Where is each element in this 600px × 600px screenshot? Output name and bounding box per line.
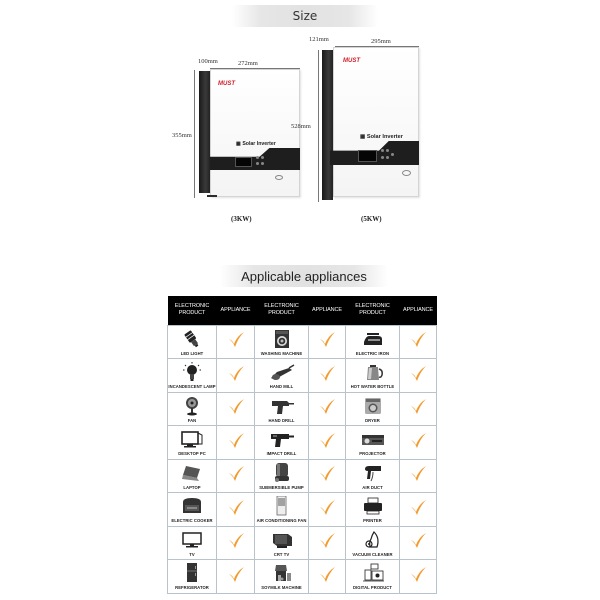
checkmark-icon [408,531,428,549]
dryer-icon [358,396,388,416]
appliances-heading: Applicable appliances [241,268,367,284]
panel-button [261,162,264,165]
appliance-check-cell [400,426,437,460]
juicer-icon [267,563,297,583]
led-bulb-icon [177,329,207,349]
checkmark-icon [408,464,428,482]
appliance-check-cell [217,325,255,359]
checkmark-icon [408,397,428,415]
certification-badge-icon [402,170,411,176]
header-appliance: APPLIANCE [400,296,437,325]
appliance-check-cell [400,493,437,527]
panel-button [386,156,389,159]
iron-icon [358,329,388,349]
table-row [168,560,437,594]
product-cell [346,526,400,560]
monitor-icon [177,429,207,449]
appliance-check-cell [309,526,346,560]
header-appliance: APPLIANCE [217,296,255,325]
vacuum-icon [358,530,388,550]
checkmark-icon [226,431,246,449]
model-caption-3kw: (3KW) [231,215,252,223]
table-header-row [168,296,437,325]
checkmark-icon [408,565,428,583]
product-cell [168,560,217,594]
fan-icon [177,396,207,416]
fridge-icon [177,563,207,583]
product-label: WASHING MACHINE [260,350,303,356]
product-cell [168,325,217,359]
product-cell [168,459,217,493]
appliance-check-cell [217,359,255,393]
appliance-check-cell [217,426,255,460]
checkmark-icon [408,330,428,348]
panel-button [256,162,259,165]
devices-icon [358,563,388,583]
header-electronic-product: ELECTRONIC PRODUCT [255,296,309,325]
checkmark-icon [408,431,428,449]
appliances-table [167,296,436,594]
pump-icon [267,463,297,483]
appliance-check-cell [217,526,255,560]
product-label-3kw: ▦ Solar Inverter [236,141,276,147]
checkmark-icon [226,330,246,348]
lightbulb-icon [177,362,207,382]
panel-button [386,149,389,152]
checkmark-icon [226,464,246,482]
table-row [168,459,437,493]
product-label: REFRIGERATOR [175,585,209,591]
product-cell [255,526,309,560]
appliance-check-cell [309,359,346,393]
height-dimension-line-3kw [194,70,195,198]
product-cell [255,560,309,594]
product-label: PROJECTOR [359,451,386,457]
appliance-check-cell [217,392,255,426]
panel-button [381,156,384,159]
appliance-check-cell [400,392,437,426]
product-label: VACUUM CLEANER [352,551,393,557]
appliance-check-cell [309,459,346,493]
product-label: AIR CONDITIONING FAN [256,518,307,524]
product-cell [255,459,309,493]
product-label: LAPTOP [183,484,201,490]
appliance-check-cell [309,493,346,527]
product-cell [168,359,217,393]
product-cell [168,493,217,527]
appliance-check-cell [400,359,437,393]
product-label: SUBMERSIBLE PUMP [259,484,304,490]
product-cell [168,426,217,460]
lcd-screen-3kw [235,157,252,167]
product-label: INCANDESCENT LAMP [168,384,216,390]
appliance-check-cell [400,560,437,594]
tv-icon [177,530,207,550]
product-cell [346,325,400,359]
checkmark-icon [226,498,246,516]
crt-tv-icon [267,530,297,550]
appliance-check-cell [217,459,255,493]
product-cell [255,392,309,426]
product-label: DESKTOP PC [178,451,206,457]
projector-icon [358,429,388,449]
laptop-icon [177,463,207,483]
product-label: HOT WATER BOTTLE [350,384,395,390]
product-label: PRINTER [363,518,382,524]
size-heading-banner [232,5,378,27]
brand-logo-5kw: MUST [343,58,360,64]
height-dimension-5kw: 528mm [291,123,311,130]
appliance-check-cell [400,526,437,560]
inverter-heatsink-3kw [199,71,210,193]
product-cell [168,526,217,560]
product-label: IMPACT DRILL [266,451,297,457]
product-label: TV [189,551,195,557]
product-label: DRYER [365,417,380,423]
checkmark-icon [317,330,337,348]
appliance-check-cell [309,392,346,426]
table-row [168,526,437,560]
washing-machine-icon [267,329,297,349]
product-label: HAND MILL [269,384,294,390]
product-label: LED LIGHT [180,350,204,356]
table-row [168,392,437,426]
checkmark-icon [317,531,337,549]
product-label-5kw: ▦ Solar Inverter [360,134,403,140]
panel-button [261,156,264,159]
product-cell [255,493,309,527]
depth-dimension-3kw: 100mm [198,58,218,65]
cooker-icon [177,496,207,516]
panel-button [256,156,259,159]
product-label: HAND DRILL [268,417,295,423]
checkmark-icon [317,364,337,382]
brand-logo-3kw: MUST [218,81,235,87]
drill-icon [267,396,297,416]
table-row [168,493,437,527]
product-label: AIR DUCT [362,484,383,490]
appliances-heading-banner [220,265,388,287]
appliance-check-cell [217,493,255,527]
checkmark-icon [408,498,428,516]
checkmark-icon [317,464,337,482]
checkmark-icon [408,364,428,382]
product-label: FAN [187,417,197,423]
printer-icon [358,496,388,516]
hair-dryer-icon [358,463,388,483]
checkmark-icon [317,498,337,516]
header-electronic-product: ELECTRONIC PRODUCT [346,296,400,325]
width-dimension-3kw: 272mm [238,60,258,67]
kettle-icon [358,362,388,382]
inverter-heatsink-5kw [322,50,333,200]
product-cell [346,459,400,493]
table-body [168,325,437,593]
product-label: CRT TV [273,551,290,557]
checkmark-icon [226,565,246,583]
header-electronic-product: ELECTRONIC PRODUCT [168,296,217,325]
checkmark-icon [226,397,246,415]
product-cell [168,392,217,426]
checkmark-icon [226,531,246,549]
product-cell [346,359,400,393]
size-heading: Size [292,9,318,23]
table-row [168,359,437,393]
checkmark-icon [317,397,337,415]
inverter-body-3kw [210,69,300,197]
appliance-check-cell [309,426,346,460]
product-cell [346,493,400,527]
product-label: ELECTRIC IRON [355,350,390,356]
product-label: DIGITAL PRODUCT [353,585,392,591]
panel-button [381,149,384,152]
checkmark-icon [226,364,246,382]
table-row [168,426,437,460]
appliance-check-cell [309,325,346,359]
impact-drill-icon [267,429,297,449]
appliance-check-cell [400,325,437,359]
width-dimension-5kw: 295mm [371,38,391,45]
lcd-screen-5kw [358,150,377,162]
appliance-check-cell [309,560,346,594]
checkmark-icon [317,431,337,449]
depth-dimension-5kw: 121mm [309,36,329,43]
height-dimension-line-5kw [318,50,319,202]
product-cell [255,359,309,393]
appliance-check-cell [217,560,255,594]
product-cell [255,426,309,460]
product-label: ELECTRIC COOKER [171,518,213,524]
angle-grinder-icon [267,362,297,382]
product-cell [346,426,400,460]
certification-badge-icon [275,175,283,180]
product-label: SOYMILK MACHINE [261,585,302,591]
header-appliance: APPLIANCE [309,296,346,325]
product-cell [346,560,400,594]
product-cell [255,325,309,359]
inverter-stand-3kw [207,195,217,197]
model-caption-5kw: (5KW) [361,215,382,223]
table-row [168,325,437,359]
tower-fan-icon [267,496,297,516]
panel-button [391,153,394,156]
checkmark-icon [317,565,337,583]
product-cell [346,392,400,426]
appliance-check-cell [400,459,437,493]
height-dimension-3kw: 355mm [172,132,192,139]
